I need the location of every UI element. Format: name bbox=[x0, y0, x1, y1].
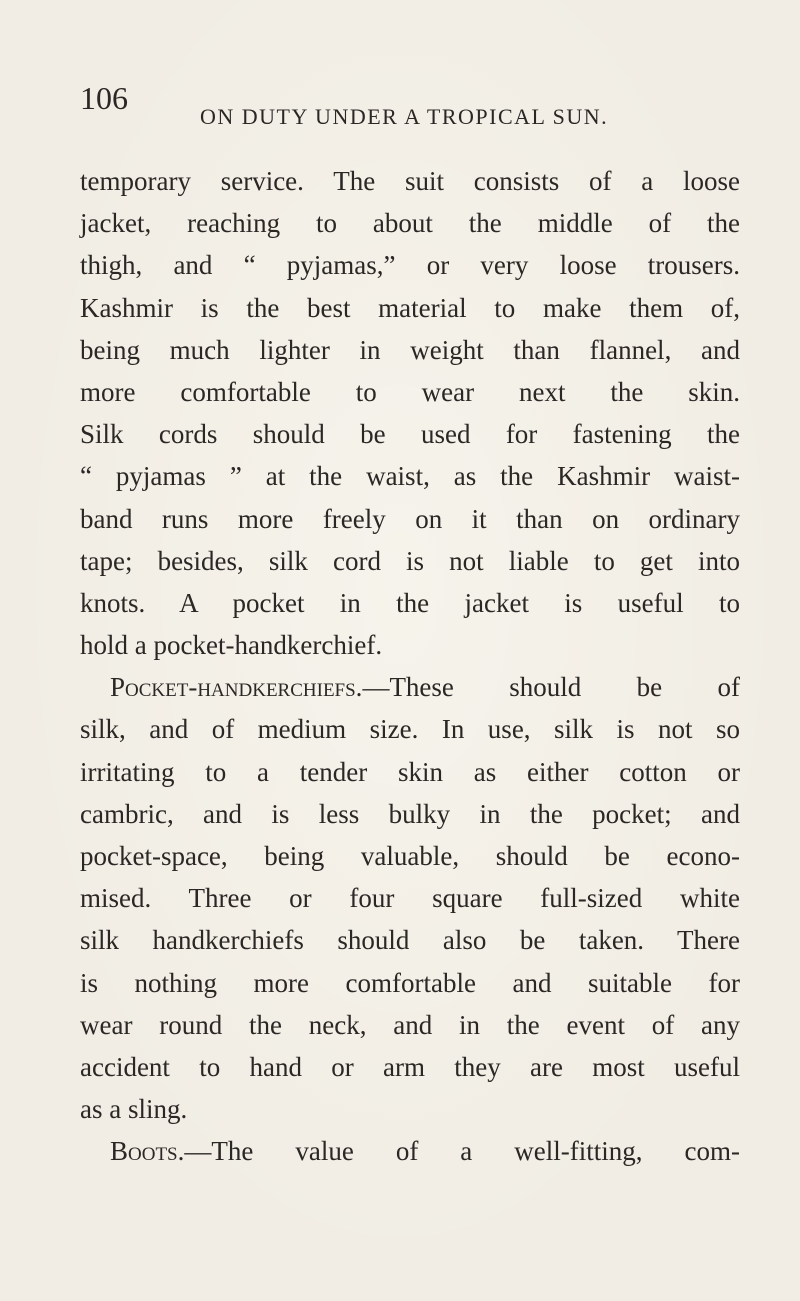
running-head: ON DUTY UNDER A TROPICAL SUN. bbox=[200, 104, 609, 129]
text-line: hold a pocket-handkerchief. bbox=[80, 630, 383, 661]
text-line: more comfortable to wear next the skin. bbox=[80, 376, 740, 407]
section-heading: Pocket-handkerchiefs. bbox=[110, 672, 363, 703]
text-line: accident to hand or arm they are most useful bbox=[80, 1051, 740, 1082]
text-line: pocket-space, being valuable, should be econo- bbox=[80, 841, 740, 871]
text-line: silk, and of medium size. In use, silk is not so bbox=[80, 714, 740, 745]
paragraph-first-line bbox=[80, 1130, 740, 1172]
text-line: Silk cords should be used for fastening the bbox=[80, 419, 740, 450]
text-line: being much lighter in weight than flannel, and bbox=[80, 334, 740, 365]
text-line: tape; besides, silk cord is not liable to get into bbox=[80, 545, 740, 576]
text-line: thigh, and “ pyjamas,” or very loose trousers. bbox=[80, 250, 740, 281]
text-run: —These should be of bbox=[362, 672, 740, 703]
text-line: irritating to a tender skin as either cotton or bbox=[80, 756, 740, 787]
paragraph-first-line bbox=[80, 666, 740, 708]
text-line: knots. A pocket in the jacket is useful to bbox=[80, 587, 740, 618]
text-line: wear round the neck, and in the event of any bbox=[80, 1009, 740, 1040]
page-number: 106 bbox=[80, 80, 128, 116]
text-line: Kashmir is the best material to make them of, bbox=[80, 292, 740, 323]
text-line: band runs more freely on it than on ordinary bbox=[80, 503, 740, 534]
body-text bbox=[80, 160, 740, 1173]
text-line: mised. Three or four square full-sized white bbox=[80, 883, 740, 914]
text-line: jacket, reaching to about the middle of the bbox=[80, 208, 740, 239]
text-run: —The value of a well-fitting, com- bbox=[184, 1136, 740, 1167]
text-line: is nothing more comfortable and suitable for bbox=[80, 967, 740, 998]
section-heading: Boots. bbox=[110, 1136, 185, 1167]
text-line: cambric, and is less bulky in the pocket; and bbox=[80, 798, 740, 829]
text-line: temporary service. The suit consists of a loose bbox=[80, 166, 740, 196]
page-header bbox=[80, 78, 760, 128]
text-line: as a sling. bbox=[80, 1094, 188, 1125]
text-line: silk handkerchiefs should also be taken. There bbox=[80, 925, 740, 956]
text-line: “ pyjamas ” at the waist, as the Kashmir waist- bbox=[80, 461, 740, 492]
